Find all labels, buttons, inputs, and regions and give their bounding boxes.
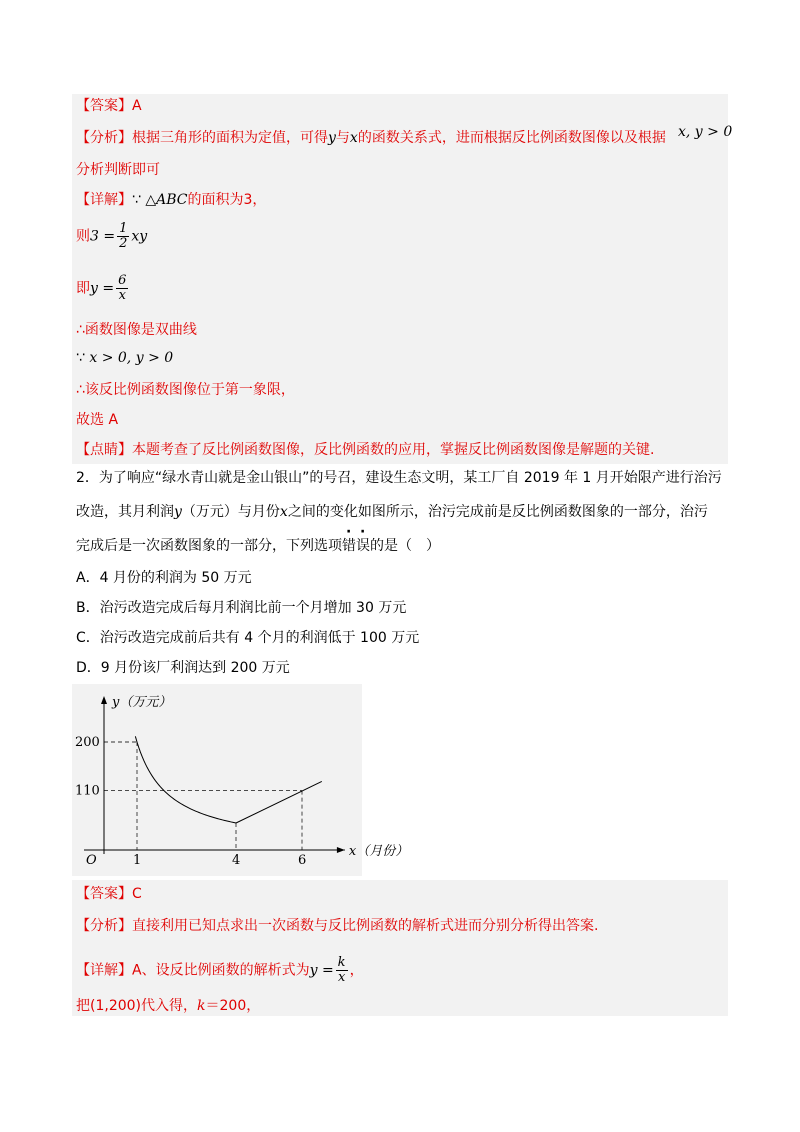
detail-1-line-1: 【详解】∵ △ABC的面积为3， bbox=[76, 192, 267, 208]
hyperbola-curve bbox=[135, 736, 236, 823]
answer-1: 【答案】A bbox=[76, 98, 142, 114]
x-axis-arrow bbox=[337, 847, 345, 853]
question-2-line-3: 完成后是一次函数图象的一部分，下列选项错误的是（ ） bbox=[76, 538, 440, 554]
detail-1-line-5: ∵ x > 0, y > 0 bbox=[76, 350, 174, 366]
profit-graph bbox=[72, 684, 409, 876]
detail-1-line-7: 故选 A bbox=[76, 412, 119, 428]
y-axis-arrow bbox=[101, 696, 107, 704]
y-tick-label: 200 bbox=[75, 735, 100, 750]
linear-segment bbox=[236, 781, 322, 823]
solution-block-1 bbox=[72, 94, 728, 464]
detail-2-line-1: 【详解】A、设反比例函数的解析式为y = $\frac{k}{x}$ ， bbox=[76, 955, 364, 985]
x-axis-label: x（月份） bbox=[348, 844, 409, 859]
origin-label: O bbox=[86, 853, 97, 868]
option-d: D．9 月份该厂利润达到 200 万元 bbox=[76, 660, 290, 676]
analysis-1-condition: x, y > 0 bbox=[678, 124, 733, 140]
question-2-line-1: 2．为了响应“绿水青山就是金山银山”的号召，建设生态文明，某工厂自 2019 年 1 月开始限产进行治污 bbox=[76, 470, 722, 486]
detail-2-line-2: 把(1,200)代入得，k＝200， bbox=[76, 998, 261, 1014]
analysis-1: 【分析】根据三角形的面积为定值，可得y与x的函数关系式，进而根据反比例函数图像以及根据 bbox=[76, 130, 666, 146]
detail-1-line-2: 则3 = $\frac{1}{2}$ xy bbox=[76, 221, 148, 251]
detail-1-line-6: ∴该反比例函数图像位于第一象限， bbox=[76, 382, 295, 398]
option-a: A．4 月份的利润为 50 万元 bbox=[76, 570, 252, 586]
x-tick-label: 4 bbox=[232, 853, 241, 868]
profit-graph-svg bbox=[72, 684, 409, 876]
x-tick-label: 6 bbox=[298, 853, 307, 868]
y-tick-label: 110 bbox=[75, 783, 100, 799]
detail-1-line-3: 即y = $\frac{6}{x}$ bbox=[76, 273, 127, 303]
analysis-1-cont: 分析判断即可 bbox=[76, 162, 160, 178]
y-axis-label: y（万元） bbox=[112, 695, 172, 710]
detail-1-line-4: ∴函数图像是双曲线 bbox=[76, 322, 197, 338]
analysis-2: 【分析】直接利用已知点求出一次函数与反比例函数的解析式进而分别分析得出答案. bbox=[76, 918, 599, 934]
option-c: C．治污改造完成前后共有 4 个月的利润低于 100 万元 bbox=[76, 630, 420, 646]
option-b: B．治污改造完成后每月利润比前一个月增加 30 万元 bbox=[76, 600, 407, 616]
x-tick-label: 1 bbox=[133, 853, 142, 868]
comment-1: 【点睛】本题考查了反比例函数图像，反比例函数的应用，掌握反比例函数图像是解题的关键. bbox=[76, 442, 655, 458]
answer-2: 【答案】C bbox=[76, 886, 142, 902]
question-2-line-2: 改造，其月利润y（万元）与月份x之间的变化如图所示，治污完成前是反比例函数图象的一部分，治污 bbox=[76, 504, 708, 520]
